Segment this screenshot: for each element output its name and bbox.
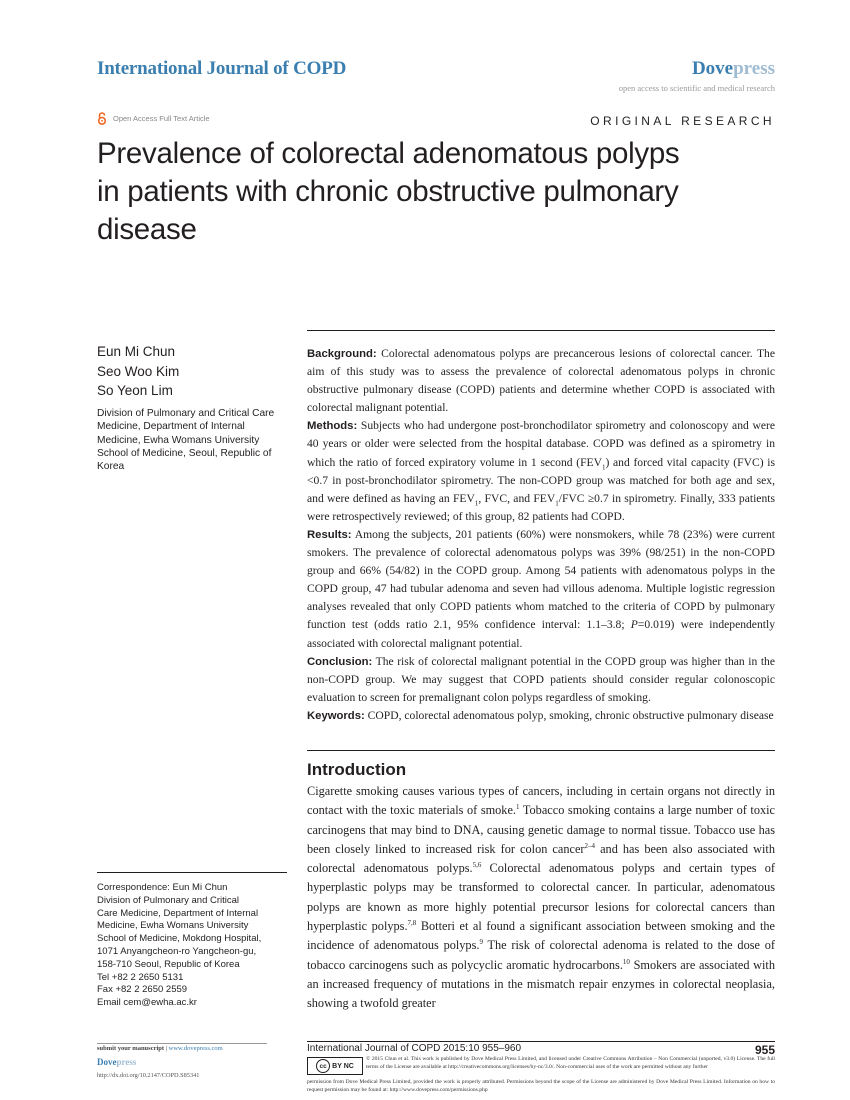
author-name: So Yeon Lim (97, 383, 173, 398)
abstract-keywords (307, 707, 775, 725)
creative-commons-badge[interactable] (307, 1057, 363, 1075)
abstract-results (307, 526, 775, 653)
correspondence-line: 1071 Anyangcheon-ro Yangcheon-gu, (97, 945, 257, 957)
author-name: Eun Mi Chun (97, 344, 176, 359)
citation-ref[interactable]: 10 (622, 957, 630, 966)
publisher-logo-dove: Dove (691, 58, 734, 79)
abstract-background (307, 345, 775, 417)
body-text: and has been also associated with colorectal adenomatous polyps. (307, 841, 775, 876)
article-type: ORIGINAL RESEARCH (590, 114, 775, 128)
author-list (97, 342, 179, 401)
methods-text: Subjects who had undergone post-bronchodilator spirometry and colonoscopy and were 40 years or older were selected from the hospital database. COPD was defined as a spirometry in which the ratio of forced expiratory volume in 1 second (FEV (307, 419, 775, 469)
results-text: =0.019) were independently associated with colorectal malignant potential. (307, 618, 775, 650)
citation-ref[interactable]: 5,6 (472, 861, 482, 870)
results-label: Results: (307, 528, 352, 541)
conclusion-text: The risk of colorectal malignant potential in the COPD group was higher than in the non-COPD group. We may suggest that COPD patients should consider regular colonoscopic evaluation to screen for premalignant colon polyps regardless of smoking. (307, 654, 775, 704)
correspondence-email[interactable]: Email cem@ewha.ac.kr (97, 997, 197, 1009)
correspondence-line: Fax +82 2 2650 2559 (97, 984, 188, 996)
page-number: 955 (754, 1043, 775, 1057)
correspondence-line: 158-710 Seoul, Republic of Korea (97, 958, 240, 970)
body-text: The risk of colorectal adenoma is related to the dose of tobacco carcinogens such as polycyclic aromatic hydrocarbons. (307, 938, 775, 972)
footer-logo-press: press (116, 1057, 137, 1067)
keywords-text: COPD, colorectal adenomatous polyp, smoking, chronic obstructive pulmonary disease (367, 708, 774, 722)
open-access-label: Open Access Full Text Article (113, 114, 210, 123)
license-text: © 2015 Chun et al. This work is published by Dove Medical Press Limited, and licensed under Creative Commons Attribution – Non Commercial (unported, v3.0) License. The full terms of the License are available at http://creativecommons.org/licenses/by-nc/3.0/. Non-commercial uses of the work are permitted without any further (366, 1056, 775, 1070)
affiliation: Division of Pulmonary and Critical Care Medicine, Department of Internal Medicine, Ewha Womans University School of Medicine, Seoul, Republic of Korea (97, 408, 275, 473)
correspondence-line: Medicine, Ewha Womans University (97, 920, 249, 932)
footer-publisher-logo (97, 1057, 136, 1067)
submit-link[interactable]: www.dovepress.com (168, 1045, 223, 1052)
publisher-logo (692, 58, 775, 80)
body-text: Smokers are associated with an increased frequency of mutations in the mismatch repair enzymes in colorectal neoplasia, showing a twofold greater (307, 957, 775, 1011)
section-heading-introduction: Introduction (307, 760, 407, 779)
publisher-tagline: open access to scientific and medical research (618, 83, 775, 93)
abstract (307, 345, 775, 725)
correspondence-line: Tel +82 2 2650 5131 (97, 971, 184, 983)
author-name: Seo Woo Kim (97, 363, 180, 379)
abstract-conclusion (307, 653, 775, 707)
body-text: Cigarette smoking causes various types of cancers, including in certain organs not directly in contact with the toxic materials of smoke. (307, 784, 775, 818)
article-title (97, 135, 757, 249)
correspondence-line: School of Medicine, Mokdong Hospital, (97, 933, 262, 945)
subscript: 1 (555, 499, 559, 508)
doi-link[interactable]: http://dx.doi.org/10.2147/COPD.S85341 (97, 1072, 200, 1079)
citation-ref[interactable]: 9 (479, 938, 483, 947)
footer-rule (307, 1041, 775, 1042)
correspondence-line: Care Medicine, Department of Internal (97, 907, 259, 919)
results-text: Among the subjects, 201 patients (60%) were nonsmokers, while 78 (23%) were current smokers. The prevalence of colorectal adenomatous polyps was 39% (98/251) in the non-COPD group and 66% (54/82) in the COPD group. Among 54 patients with adenomatous polyps in the COPD group, 47 had tubular adenoma and seven had villous adenoma. Multiple logistic regression analyses revealed that only COPD patients whom matched to the criteria of COPD by pulmonary function test (odds ratio 2.1, 95% confidence interval: 1.1–3.8; (307, 527, 775, 632)
subscript: 1 (474, 499, 479, 508)
citation-ref[interactable]: 7,8 (407, 918, 417, 927)
background-text: Colorectal adenomatous polyps are precancerous lesions of colorectal cancer. The aim of this study was to assess the prevalence of colorectal adenomatous polyps in chronic obstructive pulmonary disease (COPD) patients and determine whether COPD is associated with colorectal malignant potential. (307, 347, 775, 415)
submit-separator: | (164, 1045, 169, 1052)
background-label: Background: (307, 348, 377, 360)
journal-name: International Journal of COPD (97, 58, 347, 79)
citation-ref[interactable]: 1 (516, 803, 520, 812)
submit-label: submit your manuscript (97, 1045, 165, 1052)
citation-line: International Journal of COPD 2015:10 955–960 (307, 1043, 522, 1054)
cc-label: BY NC (332, 1062, 354, 1070)
subscript: 1 (601, 462, 606, 471)
keywords-label: Keywords: (307, 709, 365, 722)
license-text-continued: permission from Dove Medical Press Limited, provided the work is properly attributed. Permissions beyond the scope of the License are administered by Dove Medical Press Limited. Information on how to request permission may be found at: http://www.dovepress.com/permissions.php (307, 1079, 775, 1093)
title-line: Prevalence of colorectal adenomatous polyps (97, 137, 680, 170)
introduction-paragraph (307, 782, 775, 1014)
body-text: Botteri et al found a significant association between smoking and the incidence of adenomatous polyps. (307, 919, 775, 953)
conclusion-label: Conclusion: (307, 655, 373, 668)
methods-text: /FVC ≥0.7 in spirometry. Finally, 333 patients were retrospectively reviewed; of this group, 82 patients had COPD. (307, 491, 775, 523)
methods-text: ) and forced vital capacity (FVC) is <0.7 in post-bronchodilator spirometry. The non-COPD group was matched for both age and sex, and were defined as having an FEV (307, 455, 775, 505)
methods-text: , FVC, and FEV (478, 491, 556, 505)
title-line: disease (97, 213, 197, 246)
submit-manuscript (97, 1045, 223, 1052)
footer-left-rule (97, 1043, 267, 1044)
body-text: Tobacco smoking contains a large number of toxic carcinogens that may bind to DNA, causing genetic damage to normal tissue. Tobacco use has been closely linked to increased risk for colon cancer (307, 803, 775, 856)
title-line: in patients with chronic obstructive pulmonary (97, 175, 679, 208)
introduction-body (307, 782, 775, 1014)
correspondence-line: Division of Pulmonary and Critical (97, 894, 240, 906)
body-text: Colorectal adenomatous polyps and certain types of hyperplastic polyps may be transformed to colorectal cancer. In particular, adenomatous polyps are known as more highly potential precursor lesions for colorectal cancers than hyperplastic polyps. (307, 861, 775, 934)
cc-icon: cc (316, 1059, 330, 1073)
methods-label: Methods: (307, 420, 358, 433)
abstract-methods (307, 417, 775, 526)
correspondence-divider (97, 872, 287, 873)
footer-logo-dove: Dove (97, 1057, 117, 1067)
correspondence-line: Correspondence: Eun Mi Chun (97, 882, 228, 893)
citation-ref[interactable]: 2–4 (584, 841, 596, 850)
publisher-logo-press: press (733, 58, 775, 79)
open-access-icon (97, 112, 107, 125)
open-access-badge (97, 112, 210, 125)
abstract-top-rule (307, 330, 775, 331)
correspondence (97, 882, 287, 1010)
abstract-bottom-rule (307, 750, 775, 751)
p-symbol: P (630, 618, 638, 632)
